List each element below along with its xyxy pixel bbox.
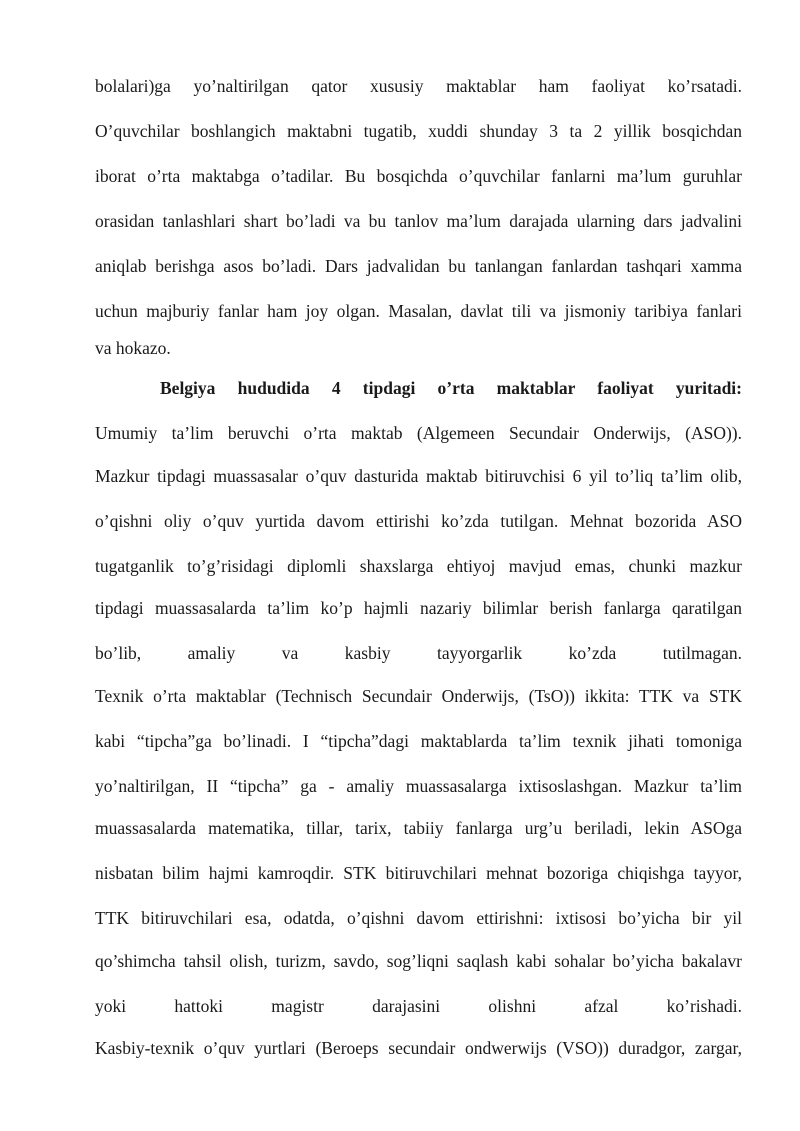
text-line: nisbatan bilim hajmi kamroqdir. STK bitiruvchilari mehnat bozoriga chiqishga tayyor, <box>95 863 742 883</box>
text-line: yo’naltirilgan, II “tipcha” ga - amaliy muassasalarga ixtisoslashgan. Mazkur ta’lim <box>95 776 742 796</box>
text-line: yoki hattoki magistr darajasini olishni afzal ko’rishadi. <box>95 996 742 1016</box>
text-line: iborat o’rta maktabga o’tadilar. Bu bosqichda o’quvchilar fanlarni ma’lum guruhlar <box>95 166 742 186</box>
text-line: O’quvchilar boshlangich maktabni tugatib, xuddi shunday 3 ta 2 yillik bosqichdan <box>95 121 742 141</box>
text-line: aniqlab berishga asos bo’ladi. Dars jadvalidan bu tanlangan fanlardan tashqari xamma <box>95 256 742 276</box>
text-line: o’qishni oliy o’quv yurtida davom ettirishi ko’zda tutilgan. Mehnat bozorida ASO <box>95 511 742 531</box>
text-line: Kasbiy-texnik o’quv yurtlari (Beroeps secundair ondwerwijs (VSO)) duradgor, zargar, <box>95 1038 742 1058</box>
text-line: va hokazo. <box>95 338 171 358</box>
text-line: Umumiy ta’lim beruvchi o’rta maktab (Algemeen Secundair Onderwijs, (ASO)). <box>95 423 742 443</box>
text-line: muassasalarda matematika, tillar, tarix, tabiiy fanlarga urg’u beriladi, lekin ASOga <box>95 818 742 838</box>
text-line: Mazkur tipdagi muassasalar o’quv dasturida maktab bitiruvchisi 6 yil to’liq ta’lim olib, <box>95 466 742 486</box>
text-line: qo’shimcha tahsil olish, turizm, savdo, sog’liqni saqlash kabi sohalar bo’yicha bakalavr <box>95 951 742 971</box>
text-line: bolalari)ga yo’naltirilgan qator xususiy maktablar ham faoliyat ko’rsatadi. <box>95 76 742 96</box>
text-line: bo’lib, amaliy va kasbiy tayyorgarlik ko’zda tutilmagan. <box>95 643 742 663</box>
text-line: Texnik o’rta maktablar (Technisch Secundair Onderwijs, (TsO)) ikkita: TTK va STK <box>95 686 742 706</box>
text-line: orasidan tanlashlari shart bo’ladi va bu tanlov ma’lum darajada ularning dars jadvalini <box>95 211 742 231</box>
text-line: kabi “tipcha”ga bo’linadi. I “tipcha”dagi maktablarda ta’lim texnik jihati tomoniga <box>95 731 742 751</box>
text-line: uchun majburiy fanlar ham joy olgan. Masalan, davlat tili va jismoniy taribiya fanlari <box>95 301 742 321</box>
section-heading: Belgiya hududida 4 tipdagi o’rta maktablar faoliyat yuritadi: <box>160 378 742 398</box>
text-line: tipdagi muassasalarda ta’lim ko’p hajmli nazariy bilimlar berish fanlarga qaratilgan <box>95 598 742 618</box>
text-line: TTK bitiruvchilari esa, odatda, o’qishni davom ettirishni: ixtisosi bo’yicha bir yil <box>95 908 742 928</box>
text-line: tugatganlik to’g’risidagi diplomli shaxslarga ehtiyoj mavjud emas, chunki mazkur <box>95 556 742 576</box>
